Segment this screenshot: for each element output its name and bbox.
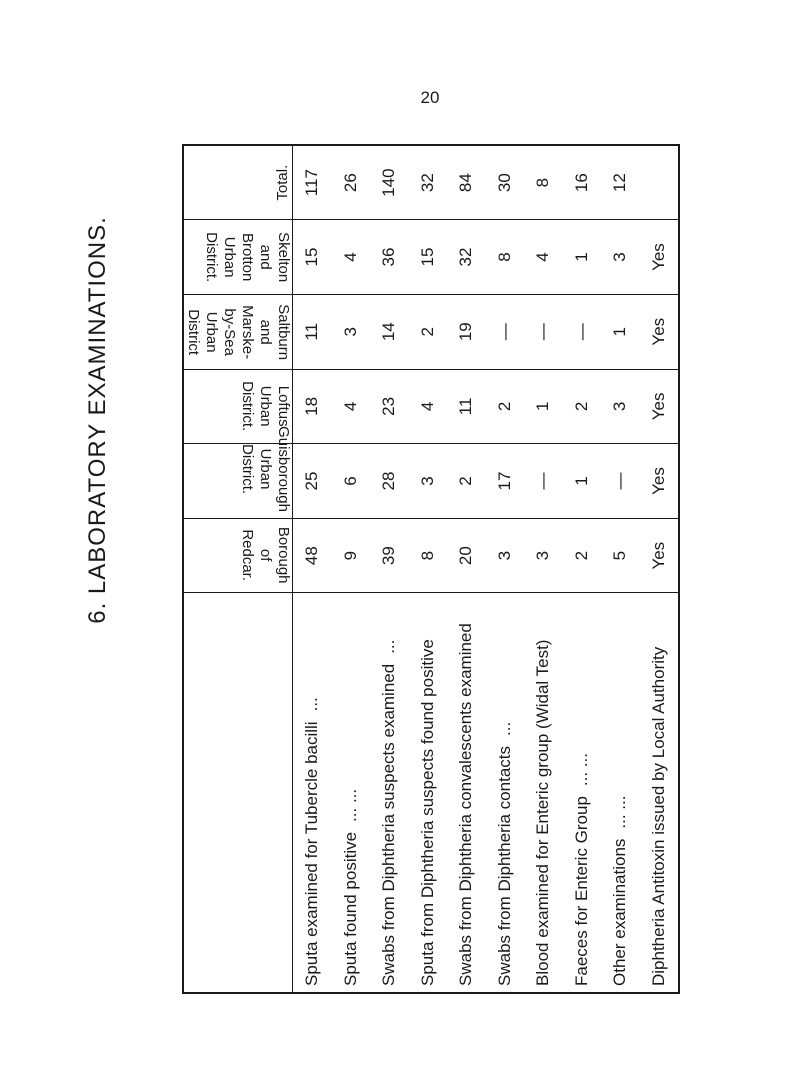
row-label-text: Swabs from Diphtheria convalescents examined [456,623,476,986]
row-label [332,593,370,993]
value-cell: 28 [370,444,408,519]
table-frame [182,146,680,994]
value-cell: 6 [332,444,370,519]
value-cell: 3 [485,518,523,593]
value-cell: 18 [293,369,332,444]
value-cell: 20 [447,518,485,593]
table-row [485,145,523,993]
value-cell: 15 [408,220,446,295]
table-row [370,145,408,993]
value-cell: — [485,294,523,369]
value-cell: 3 [408,444,446,519]
total-cell: 140 [370,145,408,220]
row-label-text: Blood examined for Enteric group (Widal Test) [533,639,553,986]
value-cell: 3 [332,294,370,369]
row-label [562,593,600,993]
row-label-text: Swabs from Diphtheria contacts [494,746,514,986]
value-cell: 19 [447,294,485,369]
column-header: Loftus Urban District. [183,369,293,444]
value-cell: 23 [370,369,408,444]
value-cell: — [524,444,562,519]
value-cell: 8 [485,220,523,295]
value-cell: 14 [370,294,408,369]
row-leader-dots: ... ... [571,753,591,787]
row-leader-dots: ... [494,721,514,736]
value-cell: 1 [601,294,639,369]
row-label [293,593,332,993]
value-cell: 3 [601,369,639,444]
row-leader-dots: ... [302,697,322,712]
page-number: 20 [420,88,440,107]
value-cell: Yes [639,369,679,444]
value-cell: Yes [639,220,679,295]
header-blank [183,593,293,993]
total-cell: 16 [562,145,600,220]
total-cell: 32 [408,145,446,220]
total-cell: 84 [447,145,485,220]
value-cell: 32 [447,220,485,295]
total-cell: 117 [293,145,332,220]
total-cell: 8 [524,145,562,220]
value-cell: 2 [408,294,446,369]
value-cell: 8 [408,518,446,593]
table-body [293,145,680,993]
total-cell [639,145,679,220]
value-cell: 4 [332,220,370,295]
value-cell: — [601,444,639,519]
value-cell: 4 [408,369,446,444]
column-header: Guisborough Urban District. [183,444,293,519]
value-cell: 4 [332,369,370,444]
row-leader-dots: ... ... [340,788,360,822]
value-cell: 3 [524,518,562,593]
value-cell: 39 [370,518,408,593]
heading-container [78,70,118,770]
row-label [485,593,523,993]
value-cell: Yes [639,294,679,369]
column-header: Saltburn and Marske-by-Sea Urban District [183,294,293,369]
column-header-total: Total. [183,145,293,220]
value-cell: — [562,294,600,369]
row-label [370,593,408,993]
value-cell: 11 [293,294,332,369]
value-cell: 5 [601,518,639,593]
value-cell: — [524,294,562,369]
row-label-text: Diphtheria Antitoxin issued by Local Authority [648,646,668,986]
table-row [562,145,600,993]
total-cell: 26 [332,145,370,220]
row-label [639,593,679,993]
total-cell: 30 [485,145,523,220]
row-label-text: Swabs from Diphtheria suspects examined [379,663,399,986]
value-cell: 2 [562,369,600,444]
row-label-text: Sputa from Diphtheria suspects found positive [417,639,437,986]
value-cell: 25 [293,444,332,519]
column-header: Borough of Redcar. [183,518,293,593]
value-cell: 2 [447,444,485,519]
row-label-text: Sputa examined for Tubercle bacilli [302,721,322,986]
table-row [332,145,370,993]
row-label-text: Sputa found positive [340,831,360,986]
value-cell: Yes [639,444,679,519]
table-row [408,145,446,993]
row-label [408,593,446,993]
value-cell: 2 [562,518,600,593]
value-cell: 1 [524,369,562,444]
row-label-text: Other examinations [610,838,630,986]
value-cell: 9 [332,518,370,593]
table-row [601,145,639,993]
laboratory-examinations-table [182,144,680,994]
row-leader-dots: ... [379,639,399,654]
row-label [601,593,639,993]
value-cell: 15 [293,220,332,295]
value-cell: 48 [293,518,332,593]
value-cell: 1 [562,220,600,295]
row-label-text: Faeces for Enteric Group [571,796,591,986]
value-cell: 36 [370,220,408,295]
value-cell: 3 [601,220,639,295]
value-cell: 17 [485,444,523,519]
value-cell: 2 [485,369,523,444]
table-row [447,145,485,993]
row-leader-dots: ... ... [610,795,630,829]
table-rotated-container [182,146,680,994]
column-header: Skelton and Brotton Urban District. [183,220,293,295]
row-label [524,593,562,993]
value-cell: 1 [562,444,600,519]
table-header-row [183,145,293,993]
table-row [639,145,679,993]
value-cell: 11 [447,369,485,444]
table-row [524,145,562,993]
value-cell: 4 [524,220,562,295]
section-heading: 6. LABORATORY EXAMINATIONS. [84,216,111,624]
table-row [293,145,332,993]
total-cell: 12 [601,145,639,220]
value-cell: Yes [639,518,679,593]
row-label [447,593,485,993]
